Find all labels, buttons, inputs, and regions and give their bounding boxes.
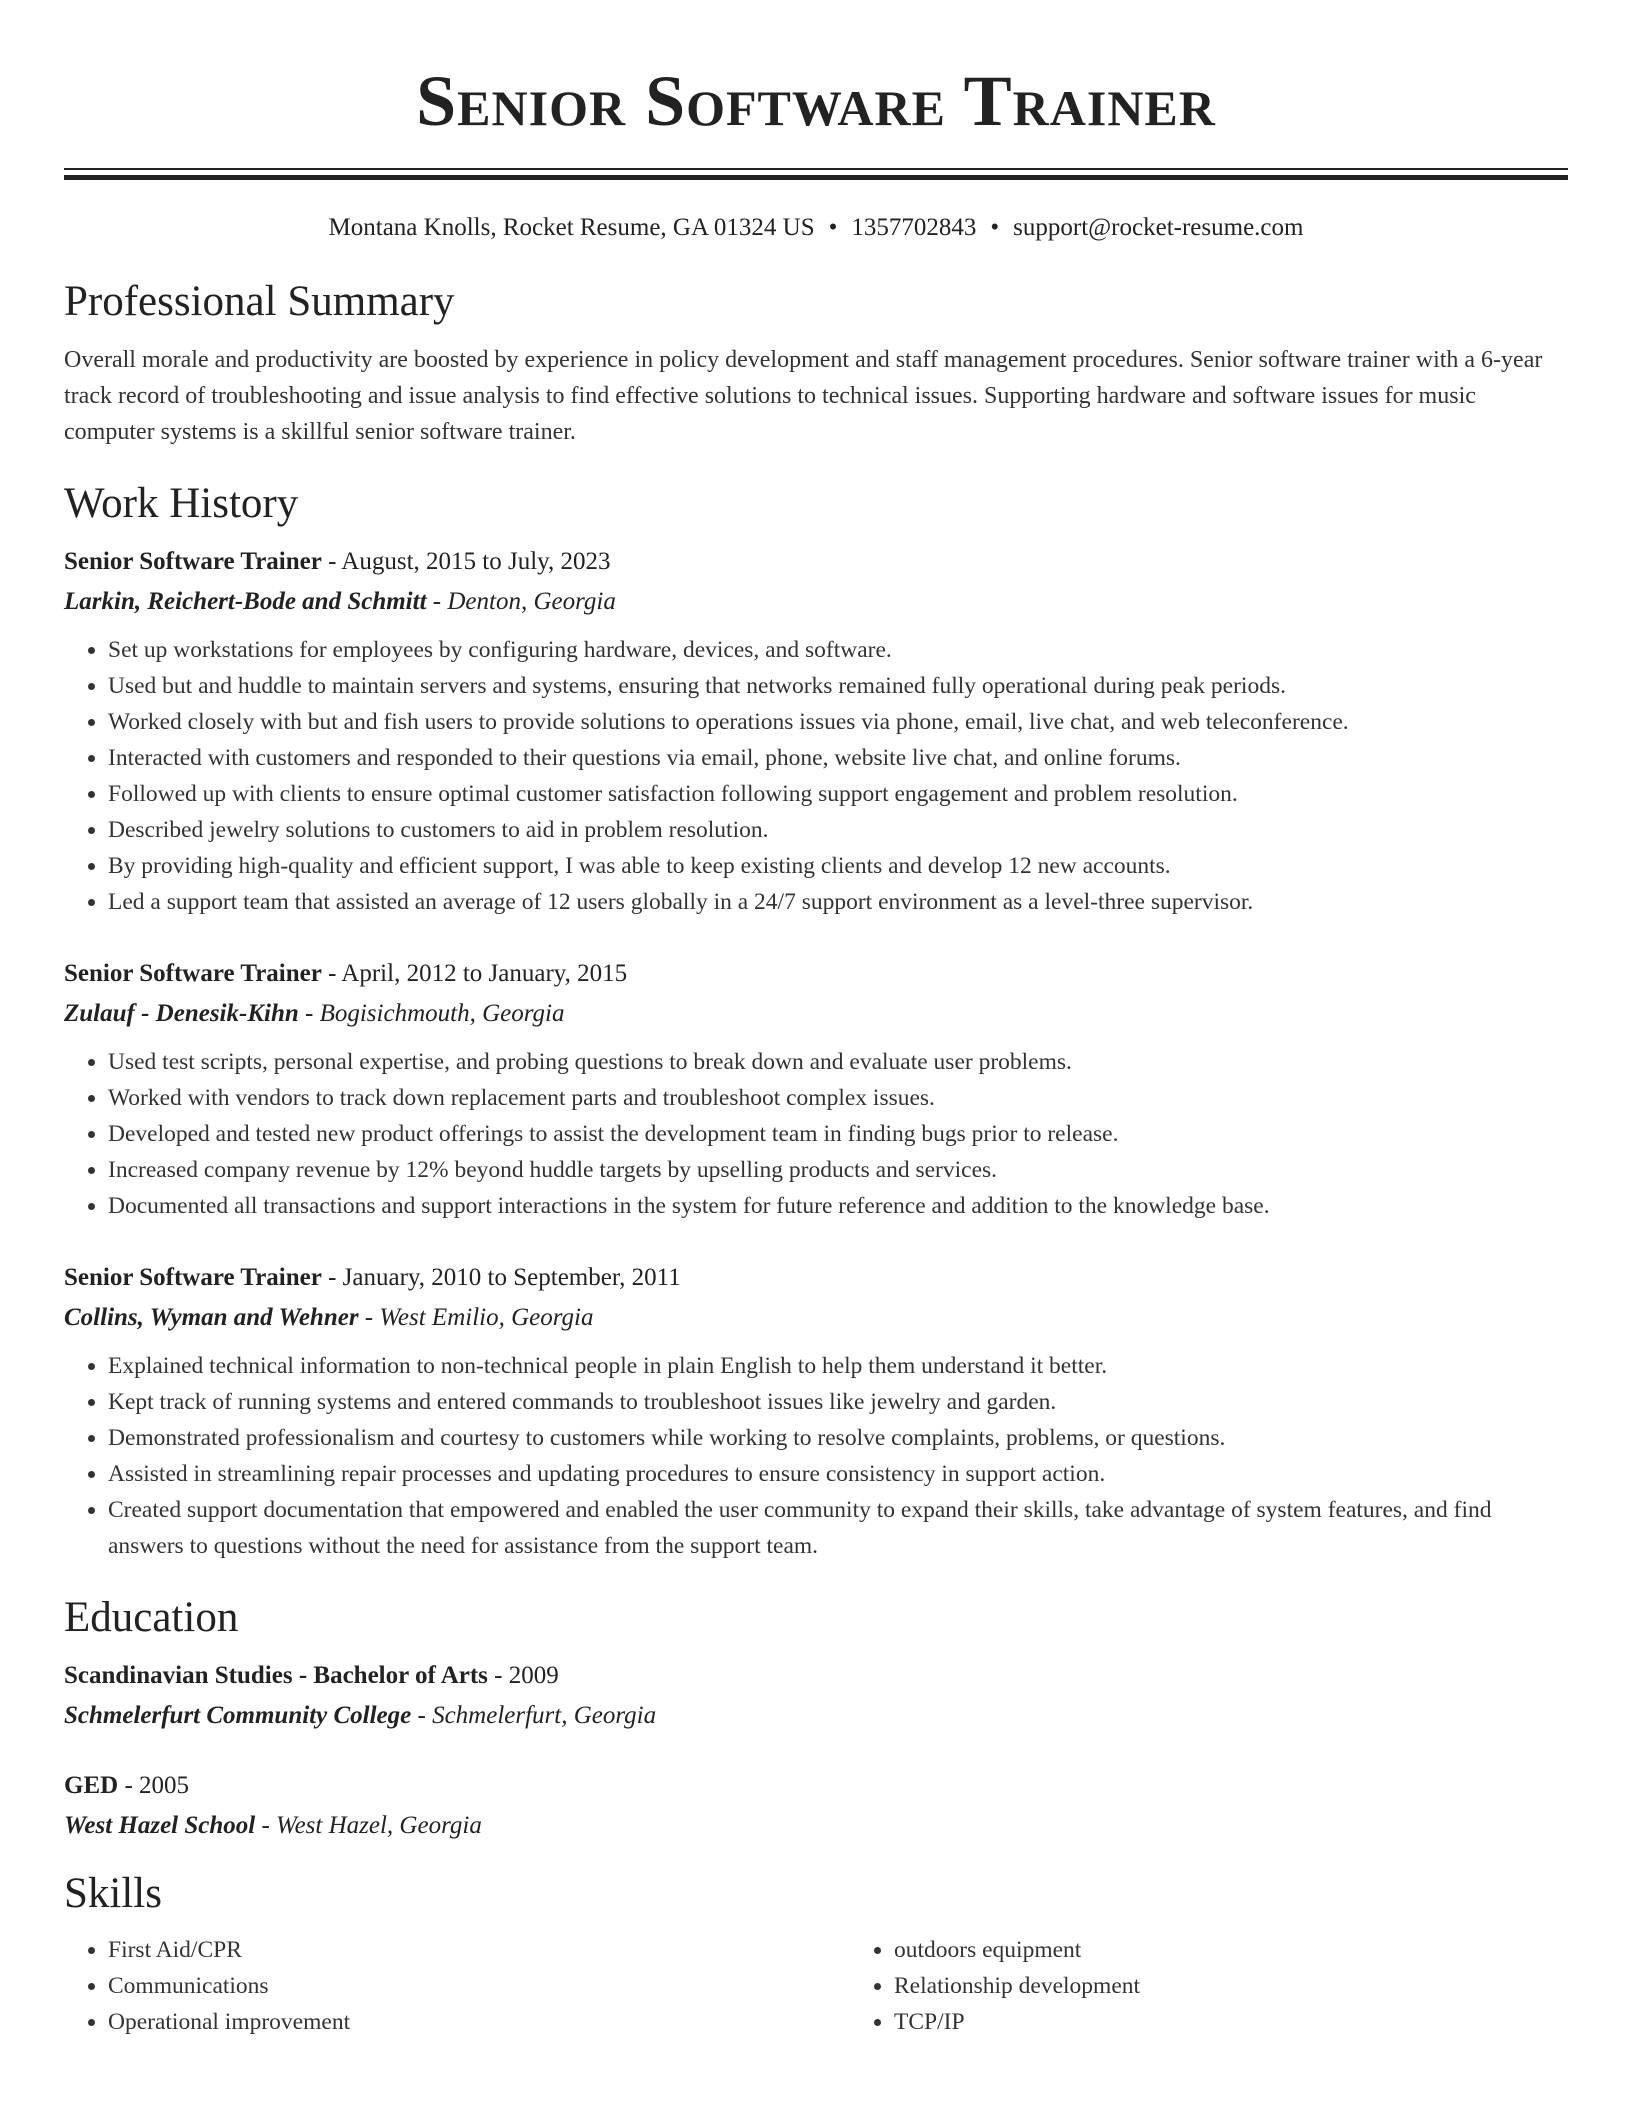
school-location: - Schmelerfurt, Georgia	[411, 1702, 657, 1729]
skills-column-right	[850, 1932, 1140, 2040]
school-name: Schmelerfurt Community College	[64, 1702, 412, 1729]
job-bullet: • Kept track of running systems and entered commands to troubleshoot issues like jewelry and garden.	[108, 1384, 1568, 1420]
job-bullet: • Demonstrated professionalism and courtesy to customers while working to resolve complaints, problems, or questions.	[108, 1420, 1568, 1456]
summary-heading: Professional Summary	[64, 278, 455, 325]
job-bullet: • Increased company revenue by 12% beyond huddle targets by upselling products and services.	[108, 1152, 1568, 1188]
education-entry	[64, 1656, 1568, 1736]
skills-section	[64, 1868, 1568, 2040]
job-bullet: • Led a support team that assisted an average of 12 users globally in a 24/7 support environment as a level-three supervisor.	[108, 884, 1568, 920]
skills-grid	[64, 1932, 1568, 2040]
contact-line	[64, 212, 1568, 244]
contact-phone: 1357702843	[851, 214, 977, 241]
skill-item: • First Aid/CPR	[108, 1932, 850, 1968]
job-bullet: • Created support documentation that empowered and enabled the user community to expand their skills, take advantage of system features, and find answers to questions without the need for assistance from the support team.	[108, 1492, 1568, 1564]
school-line	[64, 1806, 1568, 1846]
job-bullet: • Developed and tested new product offerings to assist the development team in finding bugs prior to release.	[108, 1116, 1568, 1152]
job-bullet: • By providing high-quality and efficient support, I was able to keep existing clients and develop 12 new accounts.	[108, 848, 1568, 884]
job-bullet: • Documented all transactions and support interactions in the system for future reference and addition to the knowledge base.	[108, 1188, 1568, 1224]
skill-item: • Communications	[108, 1968, 850, 2004]
degree-year: - 2009	[487, 1662, 559, 1689]
job-company: Zulauf - Denesik-Kihn	[64, 1000, 299, 1027]
job-location: - Denton, Georgia	[426, 588, 616, 615]
job-dates: - April, 2012 to January, 2015	[321, 960, 628, 987]
work-history-section	[64, 478, 1568, 1564]
degree-line	[64, 1656, 1568, 1696]
skills-column-left	[64, 1932, 850, 2040]
work-history-heading: Work History	[64, 480, 299, 527]
job-bullet: • Followed up with clients to ensure optimal customer satisfaction following support engagement and problem resolution.	[108, 776, 1568, 812]
skill-item: • outdoors equipment	[894, 1932, 1140, 1968]
skill-item: • TCP/IP	[894, 2004, 1140, 2040]
degree-name: GED	[64, 1772, 119, 1799]
school-line	[64, 1696, 1568, 1736]
skills-heading: Skills	[64, 1870, 162, 1917]
job-role: Senior Software Trainer	[64, 960, 322, 987]
job-bullet: • Described jewelry solutions to customers to aid in problem resolution.	[108, 812, 1568, 848]
job-bullet: • Used test scripts, personal expertise, and probing questions to break down and evaluate user problems.	[108, 1044, 1568, 1080]
school-name: West Hazel School	[64, 1812, 256, 1839]
school-location: - West Hazel, Georgia	[255, 1812, 482, 1839]
job-entry	[64, 954, 1568, 1224]
contact-address: Montana Knolls, Rocket Resume, GA 01324 US	[328, 214, 815, 241]
job-dates: - August, 2015 to July, 2023	[321, 548, 611, 575]
job-bullet: • Assisted in streamlining repair processes and updating procedures to ensure consistency in support action.	[108, 1456, 1568, 1492]
summary-text: Overall morale and productivity are boosted by experience in policy development and staff management procedures. Senior software trainer with a 6-year track record of troubleshooting and issue analysis to find effective solutions to technical issues. Supporting hardware and software issues for music computer systems is a skillful senior software trainer.	[64, 347, 1543, 445]
degree-name: Scandinavian Studies - Bachelor of Arts	[64, 1662, 488, 1689]
job-bullet: • Used but and huddle to maintain servers and systems, ensuring that networks remained fully operational during peak periods.	[108, 668, 1568, 704]
job-entry	[64, 1258, 1568, 1564]
job-dates: - January, 2010 to September, 2011	[321, 1264, 681, 1291]
job-bullets	[64, 1348, 1568, 1564]
contact-separator: •	[828, 214, 838, 241]
job-company-line	[64, 582, 1568, 622]
skill-item: • Operational improvement	[108, 2004, 850, 2040]
degree-line	[64, 1766, 1568, 1806]
job-bullet: • Interacted with customers and responded to their questions via email, phone, website live chat, and online forums.	[108, 740, 1568, 776]
resume-title: Senior Software Trainer	[416, 61, 1216, 141]
job-title-line	[64, 1258, 1568, 1298]
education-heading: Education	[64, 1594, 239, 1641]
title-divider-thin	[64, 168, 1568, 170]
job-bullet: • Worked with vendors to track down replacement parts and troubleshoot complex issues.	[108, 1080, 1568, 1116]
skill-item: • Relationship development	[894, 1968, 1140, 2004]
job-title-line	[64, 954, 1568, 994]
summary-section	[64, 276, 1568, 450]
contact-separator: •	[990, 214, 1000, 241]
job-entry	[64, 542, 1568, 920]
job-role: Senior Software Trainer	[64, 1264, 322, 1291]
job-company: Larkin, Reichert-Bode and Schmitt	[64, 588, 427, 615]
title-divider-thick	[64, 175, 1568, 180]
job-bullet: • Worked closely with but and fish users to provide solutions to operations issues via phone, email, live chat, and web teleconference.	[108, 704, 1568, 740]
education-entry	[64, 1766, 1568, 1846]
job-bullet: • Set up workstations for employees by configuring hardware, devices, and software.	[108, 632, 1568, 668]
job-company-line	[64, 994, 1568, 1034]
job-bullets	[64, 632, 1568, 920]
job-location: - Bogisichmouth, Georgia	[298, 1000, 565, 1027]
job-title-line	[64, 542, 1568, 582]
job-role: Senior Software Trainer	[64, 548, 322, 575]
contact-email: support@rocket-resume.com	[1013, 214, 1304, 241]
job-company-line	[64, 1298, 1568, 1338]
job-company: Collins, Wyman and Wehner	[64, 1304, 359, 1331]
job-bullets	[64, 1044, 1568, 1224]
education-section	[64, 1592, 1568, 1846]
degree-year: - 2005	[118, 1772, 190, 1799]
job-location: - West Emilio, Georgia	[358, 1304, 594, 1331]
job-bullet: • Explained technical information to non-technical people in plain English to help them understand it better.	[108, 1348, 1568, 1384]
